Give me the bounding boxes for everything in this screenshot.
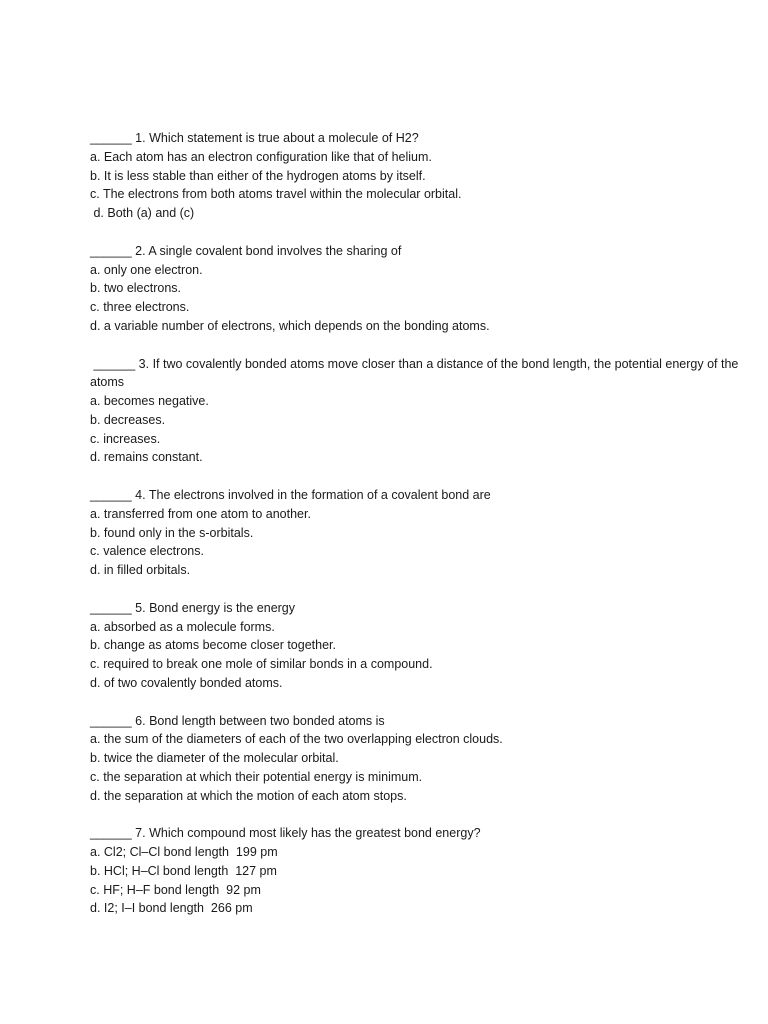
answer-option-c: c. increases. xyxy=(90,431,161,446)
question-1 xyxy=(90,129,750,223)
answer-option-c: c. The electrons from both atoms travel within the molecular orbital. xyxy=(90,187,462,202)
answer-option-d: d. remains constant. xyxy=(90,450,203,465)
question-prompt: ______ 4. The electrons involved in the formation of a covalent bond are xyxy=(90,488,491,502)
answer-option-c: c. required to break one mole of similar bonds in a compound. xyxy=(90,657,433,671)
answer-option-d: d. of two covalently bonded atoms. xyxy=(90,675,283,690)
answer-option-a: a. only one electron. xyxy=(90,262,203,277)
answer-option-d: d. Both (a) and (c) xyxy=(90,206,195,220)
answer-option-a: a. transferred from one atom to another. xyxy=(90,506,311,521)
answer-option-d: d. I2; I–I bond length 266 pm xyxy=(90,901,253,916)
answer-option-a: a. Cl2; Cl–Cl bond length 199 pm xyxy=(90,845,278,859)
answer-option-a: a. absorbed as a molecule forms. xyxy=(90,619,275,634)
question-5 xyxy=(90,599,750,693)
question-2 xyxy=(90,242,750,336)
worksheet-page xyxy=(90,129,750,937)
question-prompt: ______ 7. Which compound most likely has the greatest bond energy? xyxy=(90,826,481,841)
answer-option-b: b. two electrons. xyxy=(90,281,182,296)
answer-option-d: d. in filled orbitals. xyxy=(90,563,191,577)
answer-option-a: a. Each atom has an electron configuration like that of helium. xyxy=(90,149,432,164)
question-prompt: ______ 2. A single covalent bond involves the sharing of xyxy=(90,243,402,258)
question-prompt: ______ 5. Bond energy is the energy xyxy=(90,600,296,615)
question-7 xyxy=(90,824,750,918)
answer-option-d: d. a variable number of electrons, which depends on the bonding atoms. xyxy=(90,318,490,333)
question-prompt: ______ 6. Bond length between two bonded atoms is xyxy=(90,713,385,728)
answer-option-b: b. decreases. xyxy=(90,412,166,427)
answer-option-b: b. It is less stable than either of the hydrogen atoms by itself. xyxy=(90,168,426,183)
answer-option-b: b. found only in the s-orbitals. xyxy=(90,525,254,540)
answer-option-c: c. HF; H–F bond length 92 pm xyxy=(90,882,261,897)
answer-option-c: c. the separation at which their potential energy is minimum. xyxy=(90,769,423,784)
answer-option-b: b. change as atoms become closer together. xyxy=(90,638,336,653)
answer-option-d: d. the separation at which the motion of each atom stops. xyxy=(90,788,407,803)
answer-option-c: c. valence electrons. xyxy=(90,544,204,559)
question-prompt: ______ 1. Which statement is true about a molecule of H2? xyxy=(90,131,419,145)
answer-option-a: a. the sum of the diameters of each of the two overlapping electron clouds. xyxy=(90,732,503,747)
answer-option-a: a. becomes negative. xyxy=(90,394,209,408)
question-4 xyxy=(90,486,750,580)
answer-option-b: b. twice the diameter of the molecular orbital. xyxy=(90,751,339,765)
answer-option-b: b. HCl; H–Cl bond length 127 pm xyxy=(90,863,277,878)
question-6 xyxy=(90,712,750,806)
answer-option-c: c. three electrons. xyxy=(90,300,190,314)
question-3 xyxy=(90,355,750,468)
question-prompt: ______ 3. If two covalently bonded atoms move closer than a distance of the bond length, the potential energy of the atoms xyxy=(90,356,742,390)
